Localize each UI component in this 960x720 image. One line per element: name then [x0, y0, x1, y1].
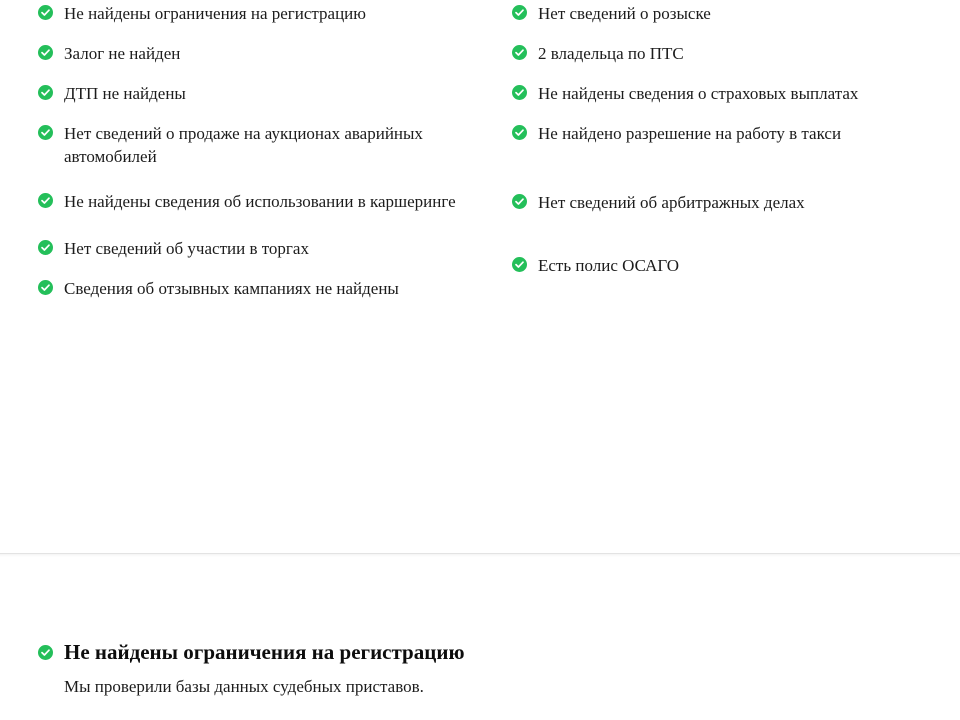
check-item-osago-policy[interactable]: [512, 254, 960, 277]
detail-description: Мы проверили базы данных судебных приставов.: [64, 677, 424, 696]
check-item-label: Нет сведений о розыске: [538, 4, 711, 23]
vehicle-check-summary: [0, 0, 960, 317]
check-circle-icon: [38, 280, 53, 295]
check-item-label: Нет сведений о продаже на аукционах аварийных автомобилей: [64, 124, 423, 166]
check-item-label: ДТП не найдены: [64, 84, 186, 103]
check-circle-icon: [38, 85, 53, 100]
check-item-taxi-permit[interactable]: [512, 122, 960, 145]
check-item-label: Не найдены ограничения на регистрацию: [64, 4, 366, 23]
check-item-auction-participation[interactable]: [38, 237, 490, 260]
detail-title: Не найдены ограничения на регистрацию: [64, 640, 465, 664]
check-item-arbitration-cases[interactable]: [512, 191, 960, 214]
check-circle-icon: [512, 125, 527, 140]
detail-section-registration-restrictions: [0, 638, 960, 698]
section-divider-shadow: [0, 554, 960, 557]
check-item-label: Нет сведений об участии в торгах: [64, 239, 309, 258]
check-circle-icon: [512, 5, 527, 20]
check-item-label: Не найдено разрешение на работу в такси: [538, 124, 842, 143]
check-item-label: Не найдены сведения об использовании в каршеринге: [64, 192, 456, 211]
check-circle-icon: [512, 194, 527, 209]
checklist-column-right: [490, 2, 960, 294]
check-circle-icon: [512, 85, 527, 100]
check-item-accidents[interactable]: [38, 82, 490, 105]
detail-heading-row: [38, 638, 960, 666]
checklist-columns: [0, 2, 960, 317]
check-circle-icon: [38, 193, 53, 208]
check-item-recall-campaigns[interactable]: [38, 277, 490, 300]
check-circle-icon: [512, 45, 527, 60]
check-item-carsharing[interactable]: [38, 190, 490, 213]
check-circle-icon: [38, 645, 53, 660]
check-circle-icon: [38, 240, 53, 255]
check-item-salvage-auctions[interactable]: [38, 122, 490, 168]
check-item-pledge[interactable]: [38, 42, 490, 65]
check-item-wanted[interactable]: [512, 2, 960, 25]
check-circle-icon: [38, 5, 53, 20]
check-item-label: 2 владельца по ПТС: [538, 44, 684, 63]
check-circle-icon: [38, 125, 53, 140]
check-item-owners-count[interactable]: [512, 42, 960, 65]
check-item-label: Сведения об отзывных кампаниях не найдены: [64, 279, 399, 298]
check-item-label: Нет сведений об арбитражных делах: [538, 193, 805, 212]
check-item-registration-restrictions[interactable]: [38, 2, 490, 25]
check-item-label: Не найдены сведения о страховых выплатах: [538, 84, 859, 103]
check-item-label: Залог не найден: [64, 44, 181, 63]
checklist-column-left: [0, 2, 490, 317]
check-item-label: Есть полис ОСАГО: [538, 256, 680, 275]
check-item-insurance-payouts[interactable]: [512, 82, 960, 105]
check-circle-icon: [512, 257, 527, 272]
check-circle-icon: [38, 45, 53, 60]
